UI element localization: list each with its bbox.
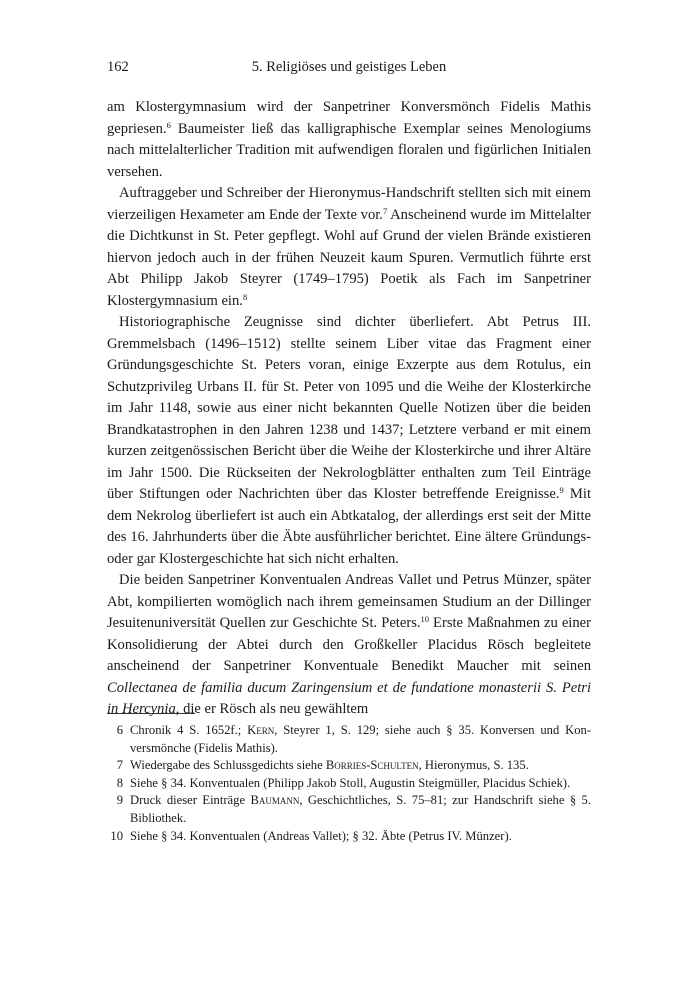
footnote-6: [107, 722, 591, 757]
footnote-number: 9: [116, 793, 123, 808]
footnote-ref-9[interactable]: 9: [559, 485, 564, 495]
work-title: Collectanea de familia ducum Zaringensium et de fundatione monasterii S. Petri in Hercynia: [107, 679, 591, 717]
footnote-7: [107, 757, 591, 775]
footnote-ref-8[interactable]: 8: [242, 291, 248, 302]
paragraph-4: [107, 570, 591, 721]
footnote-8: [107, 775, 591, 793]
paragraph-3: [107, 312, 591, 570]
footnotes: [107, 722, 591, 845]
paragraph-2: [107, 183, 591, 312]
footnote-ref-10[interactable]: 10: [420, 614, 430, 624]
text-run: Anscheinend wurde im Mittelalter die Dichtkunst in St. Peter gepflegt. Wohl auf Grund der vielen Brände existieren hiervon jedoch auch in der frühen Neuzeit kaum Spuren. Vermutlich führte erst Abt Philipp Jakob Steyrer (1749–1795) Poetik als Fach im Sanpetriner Klostergymnasium ein.: [107, 206, 591, 309]
text-run: am Klostergymnasium wird der Sanpetriner Konversmönch Fidelis Mathis gepriesen.: [107, 99, 591, 137]
footnote-divider: [107, 713, 195, 714]
running-title: 5. Religiöses und geistiges Leben: [251, 59, 447, 75]
paragraph-1: [107, 97, 591, 183]
footnote-text: , Hieronymus, S. 135.: [418, 758, 529, 773]
text-run: Die beiden Sanpetriner Konventualen Andreas Vallet und Petrus Münzer, später Abt, kompilierten womöglich nach ihrem gemeinsamen Studium an der Dillinger Jesuitenuniversität Quellen zur Geschichte St. Peters.: [107, 572, 591, 631]
text-run: Historiographische Zeugnisse sind dichter überliefert. Abt Petrus III. Gremmelsbach (1496–1512) stellte seinem Liber vitae das Fragment einer Gründungsgeschichte St. Peters voran, einige Exzerpte aus dem Rotulus, ein Schutzprivileg Urbans II. für St. Peter von 1095 und die Weihe der Klosterkirche im Jahr 1148, sowie aus einer nicht bekannten Quelle Notizen über die beiden Brandkatastrophen in den Jahren 1238 und 1437; Letztere verband er mit einem kurzen zeitgenössischen Bericht über die Weihe der Klosterkirche und ihrer Altäre im Jahr 1500. Die Rückseiten der Nekrologblätter enthalten zum Teil Einträge über Stiftungen oder Nachrichten über das Kloster betreffende Ereignisse.: [107, 314, 591, 502]
text-run: Mit dem Nekrolog überliefert ist auch ein Abtkatalog, der allerdings erst seit der Mitte des 16. Jahrhunderts über die Äbte ausführlicher berichtet. Eine ältere Gründungs- oder gar Klostergeschichte hat sich nicht erhalten.: [107, 486, 591, 567]
text-run: Auftraggeber und Schreiber der Hieronymus-Handschrift stellten sich mit einem vierzeiligen Hexameter am Ende der Texte vor.: [107, 185, 591, 223]
footnote-ref-6[interactable]: 6: [166, 119, 171, 130]
page-number: 162: [107, 59, 129, 75]
footnote-text: , Steyrer 1, S. 129; siehe auch § 35. Konversen und Konversmönche (Fidelis Mathis).: [130, 723, 591, 755]
footnote-text: Siehe § 34. Konventualen (Andreas Vallet); § 32. Äbte (Petrus IV. Münzer).: [130, 828, 512, 843]
footnote-ref-7[interactable]: 7: [382, 205, 388, 216]
footnote-10: [107, 828, 591, 846]
text-run: Baumeister ließ das kalligraphische Exemplar seines Menologiums nach mittelalterlicher Tradition mit aufwendigen floralen und figürlichen Initialen versehen.: [107, 120, 591, 180]
author-name: Kern: [247, 723, 275, 737]
footnote-number: 6: [116, 723, 123, 737]
page-header: [107, 59, 591, 83]
text-run: Erste Maßnahmen zu einer Konsolidierung der Abtei durch den Großkeller Placidus Rösch begleitete anscheinend der Sanpetriner Konventuale Benedikt Maucher mit seinen: [107, 615, 591, 674]
footnote-text: Wiedergabe des Schlussgedichts siehe: [130, 758, 326, 773]
footnote-number: 7: [116, 758, 123, 773]
footnote-text: Druck dieser Einträge: [130, 793, 251, 808]
footnote-text: Chronik 4 S. 1652f.;: [130, 723, 248, 737]
author-name: Baumann: [250, 793, 300, 808]
footnote-number: 8: [116, 775, 123, 790]
footnote-9: [107, 792, 591, 827]
body-text: [107, 97, 591, 721]
footnote-number: 10: [110, 828, 123, 843]
author-name: Borries-Schulten: [325, 758, 419, 773]
footnote-text: , Geschichtliches, S. 75–81; zur Handschrift siehe § 5. Bibliothek.: [130, 793, 591, 825]
text-run: , die er Rösch als neu gewähltem: [175, 701, 369, 717]
footnote-text: Siehe § 34. Konventualen (Philipp Jakob Stoll, Augustin Steigmüller, Placidus Schiek).: [130, 775, 571, 790]
